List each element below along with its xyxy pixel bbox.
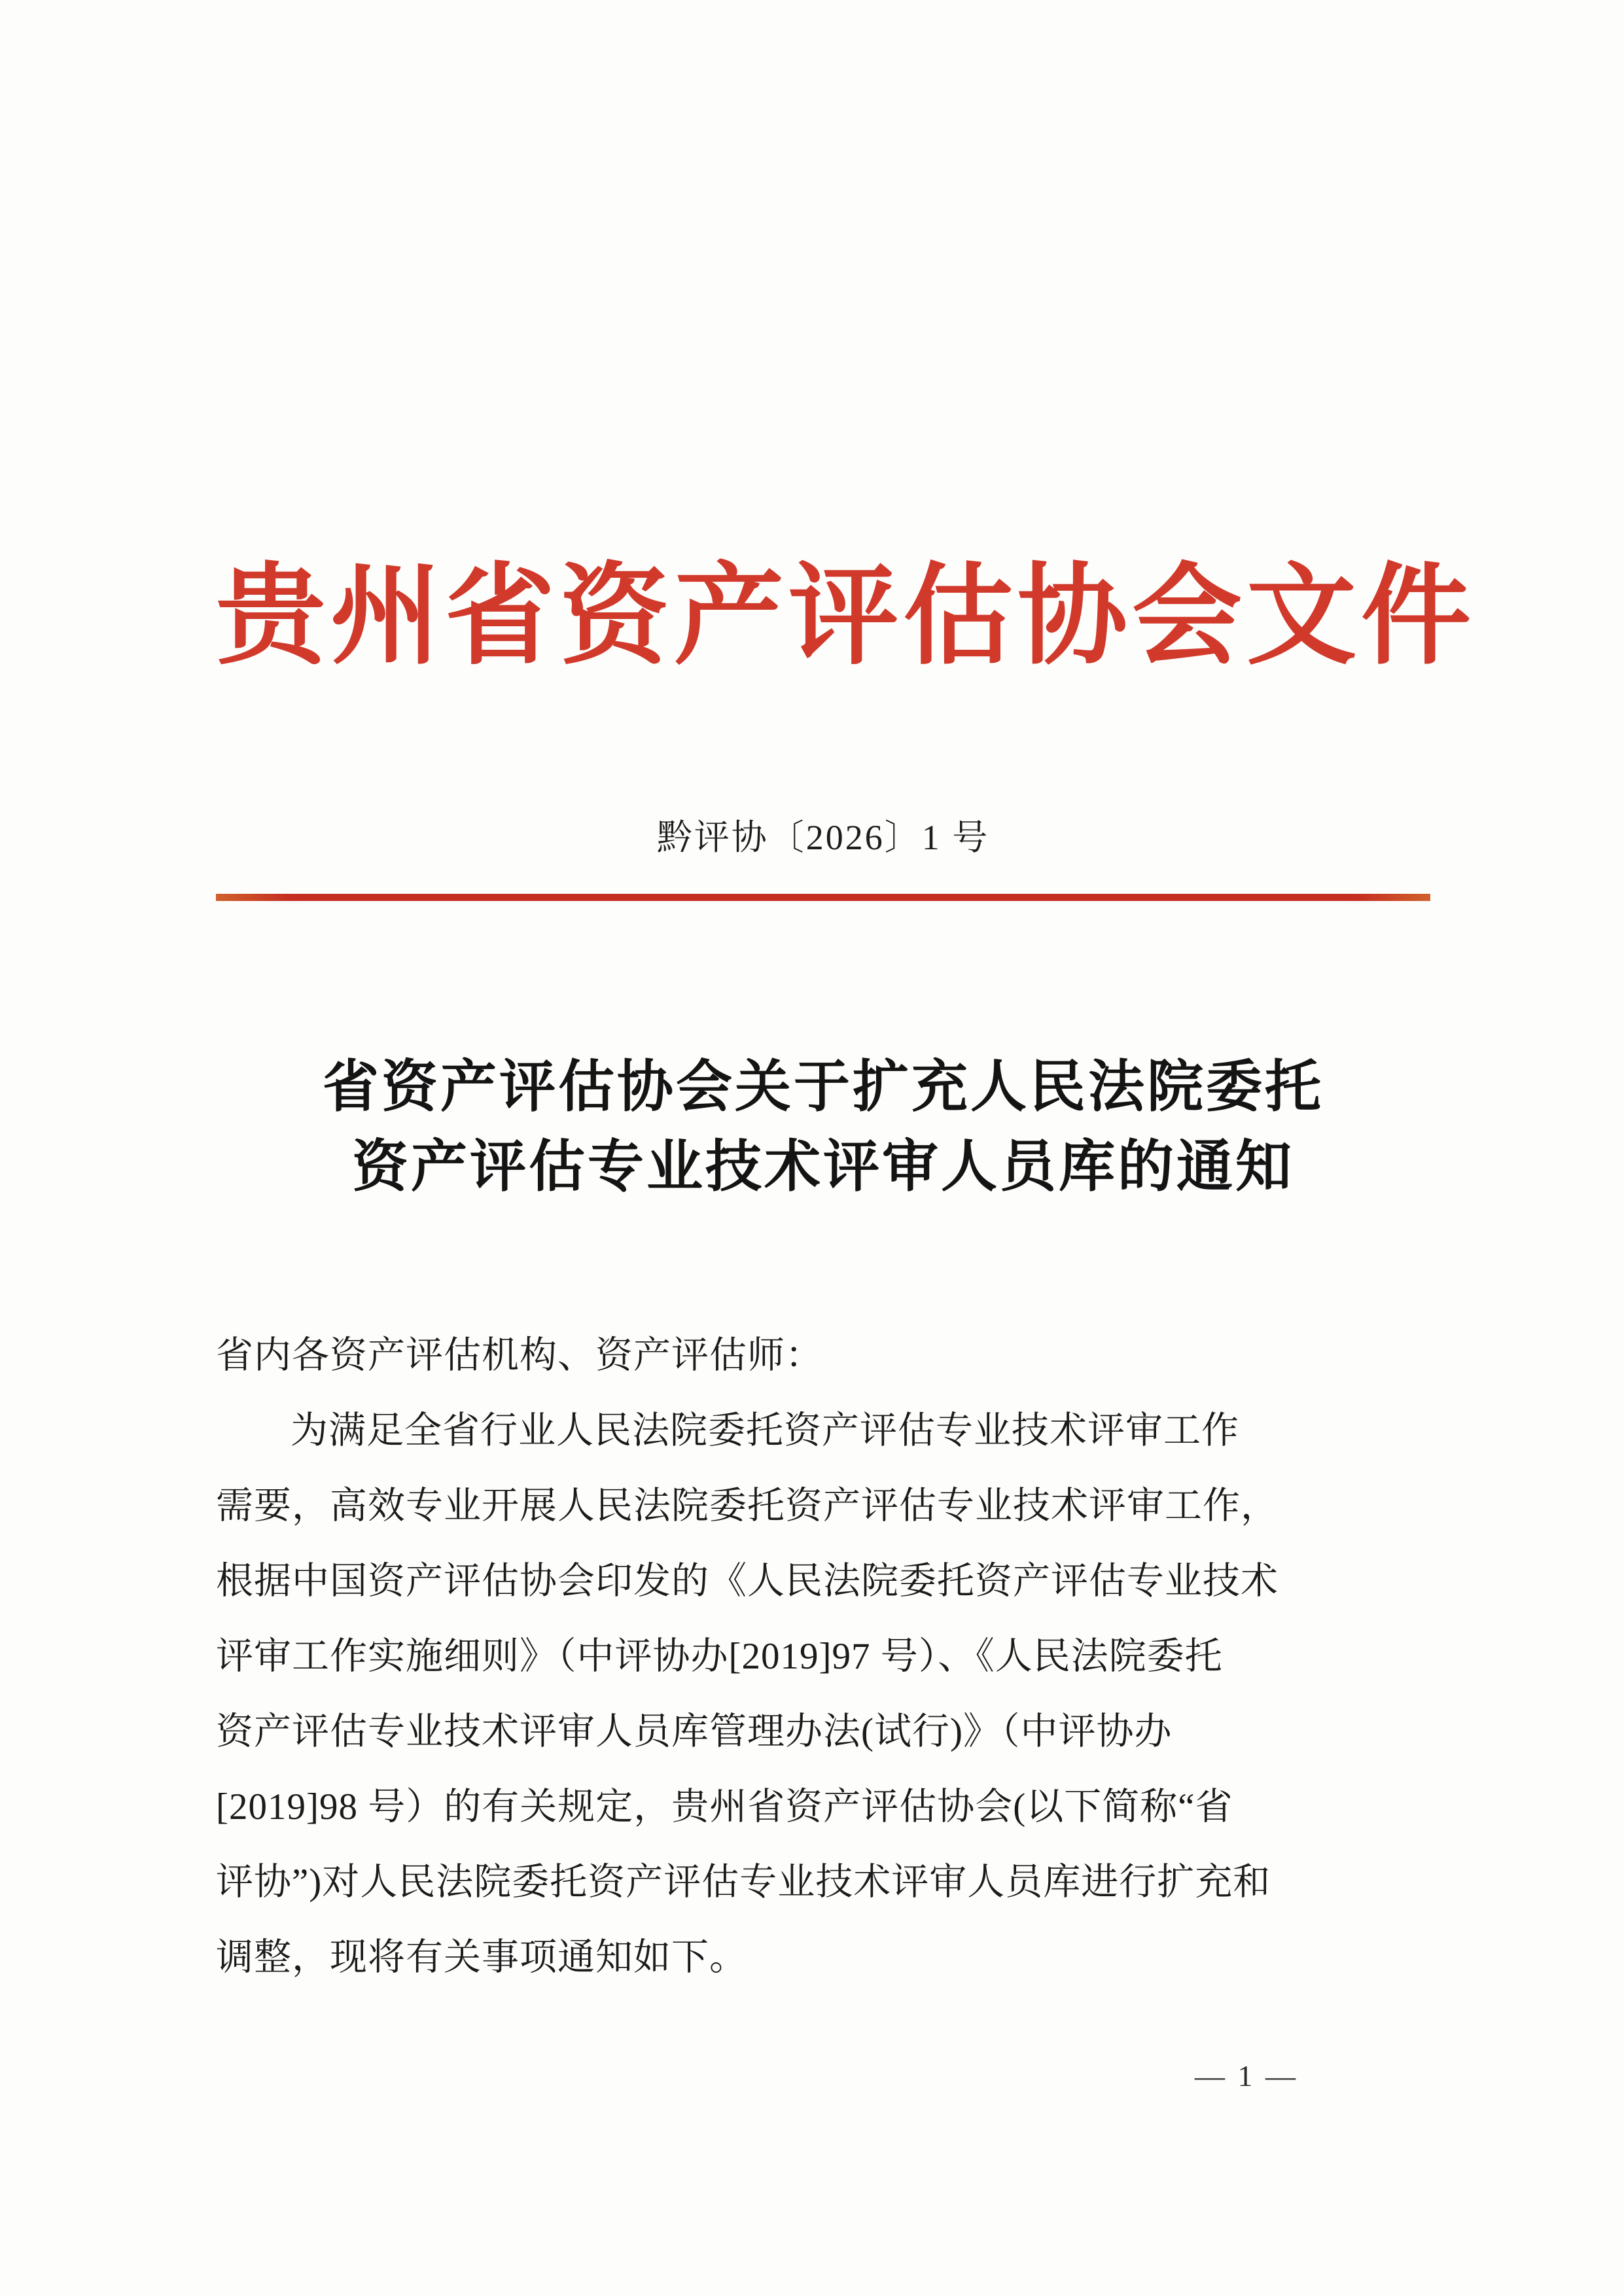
body-line: 评协”)对人民法院委托资产评估专业技术评审人员库进行扩充和: [216, 1862, 1271, 1903]
document-number: 黔评协〔2026〕1 号: [656, 818, 990, 857]
body-line: 为满足全省行业人民法院委托资产评估专业技术评审工作: [291, 1410, 1239, 1451]
body-line: [2019]98 号）的有关规定，贵州省资产评估协会(以下简称“省: [216, 1786, 1233, 1828]
page-number: — 1 —: [1195, 2059, 1298, 2093]
document-title-line-2: 资产评估专业技术评审人员库的通知: [352, 1135, 1294, 1198]
body-line: 资产评估专业技术评审人员库管理办法(试行)》（中评协办: [216, 1711, 1173, 1752]
salutation-line: 省内各资产评估机构、资产评估师：: [216, 1335, 823, 1376]
body-line: 需要，高效专业开展人民法院委托资产评估专业技术评审工作，: [216, 1485, 1279, 1527]
body-line: 评审工作实施细则》（中评协办[2019]97 号）、《人民法院委托: [216, 1636, 1223, 1677]
red-divider-rule: [216, 894, 1430, 901]
body-line: 根据中国资产评估协会印发的《人民法院委托资产评估专业技术: [216, 1561, 1279, 1602]
document-title: [216, 1047, 1430, 1207]
red-header-title: 贵州省资产评估协会文件: [216, 556, 1475, 678]
body-paragraphs: [216, 1318, 1430, 1995]
body-line: 调整，现将有关事项通知如下。: [216, 1937, 747, 1978]
document-title-line-1: 省资产评估协会关于扩充人民法院委托: [323, 1055, 1324, 1118]
